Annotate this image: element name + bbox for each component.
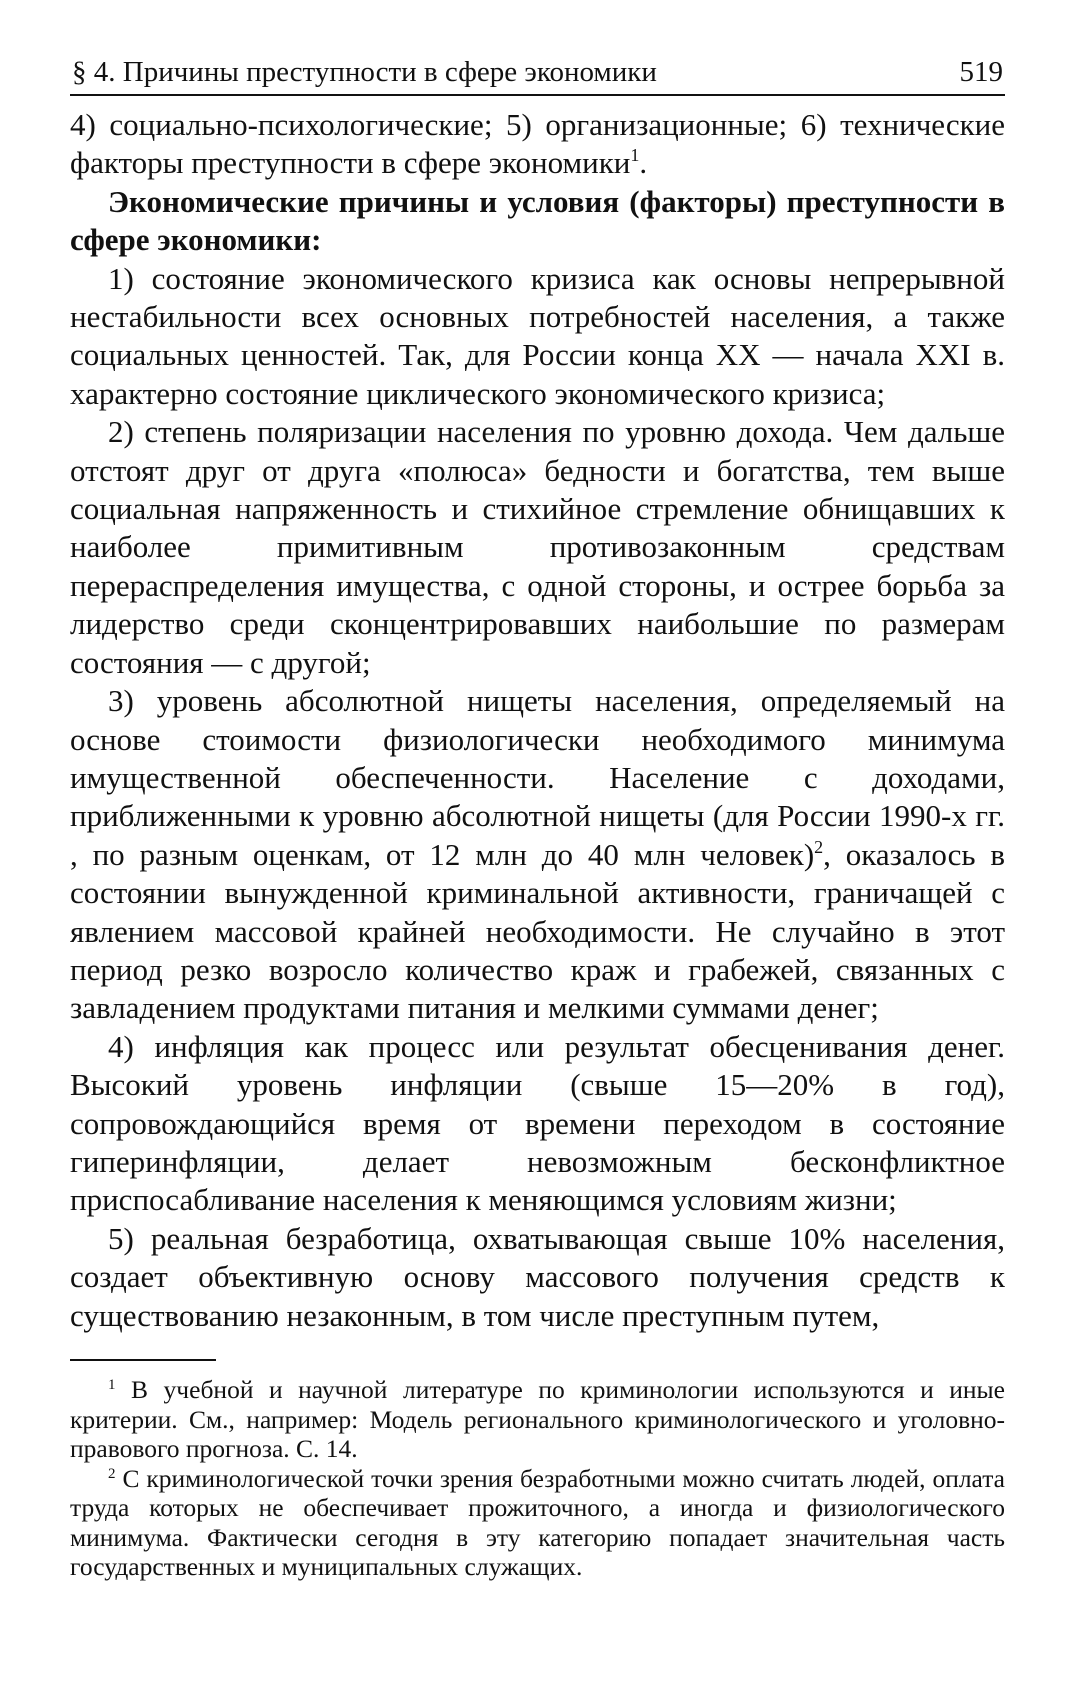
intro-paragraph (70, 106, 1005, 183)
list-item-2: 2) степень поляризации населения по уровню дохода. Чем дальше отстоят друг от друга «полюса» бедности и богатства, тем выше социальная напряженность и стихийное стремление обнищавших к наиболее примитивным противозаконным средствам перераспределения имущества, с одной стороны, и острее борьба за лидерство среди сконцентрировавших наибольшие по размерам состояния — с другой; (70, 414, 1005, 680)
footnote-divider (70, 1359, 216, 1361)
section-title: § 4. Причины преступности в сфере экономики (72, 56, 657, 88)
footnote-text-1: В учебной и научной литературе по криминологии используются и иные критерии. См., например: Модель регионального криминологического и уголовно-правового прогноза. С. 14. (70, 1375, 1005, 1463)
list-item-1: 1) состояние экономического кризиса как основы непрерывной нестабильности всех основных потребностей населения, а также социальных ценностей. Так, для России конца XX — начала XXI в. характерно состояние циклического экономического кризиса; (70, 260, 1005, 411)
footnote-2 (70, 1464, 1005, 1582)
list-item-3-text: 3) уровень абсолютной нищеты населения, определяемый на основе стоимости физиологически необходимого минимума имущественной обеспеченности. Население с доходами, приближенными к уровню абсолютной нищеты (для России 1990-х гг. , по разным оценкам, от 12 млн до 40 млн человек) (70, 683, 1005, 872)
footnote-mark-1: 1 (108, 1377, 116, 1393)
footnote-ref-2: 2 (814, 836, 824, 857)
footnote-text-2: С криминологической точки зрения безработными можно считать людей, оплата труда которых не обеспечивает прожиточного, а иногда и физиологического минимума. Фактически сегодня в эту категорию попадает значительная часть государственных и муниципальных служащих. (70, 1463, 1005, 1581)
list-item-5: 5) реальная безработица, охватывающая свыше 10% населения, создает объективную основу массового получения средств к существованию незаконным, в том числе преступным путем, (70, 1220, 1005, 1333)
section-heading: Экономические причины и условия (факторы) преступности в сфере экономики: (70, 183, 1005, 258)
footnotes (70, 1375, 1005, 1582)
footnote-mark-2: 2 (108, 1465, 116, 1482)
intro-end: . (639, 145, 648, 181)
footnote-1 (70, 1375, 1005, 1464)
main-text (70, 106, 1005, 1335)
page-number: 519 (959, 56, 1003, 88)
list-item-3-continuation: , оказалось в состоянии вынужденной криминальной активности, граничащей с явлением массовой крайней необходимости. Не случайно в этот период резко возросло количество краж и грабежей, связанных с завладением продуктами питания и мелкими суммами денег; (70, 836, 1005, 1026)
intro-text: 4) социально-психологические; 5) организационные; 6) технические факторы преступности в сфере экономики (70, 107, 1005, 181)
running-header (70, 52, 1005, 96)
book-page (70, 52, 1005, 1582)
list-item-4: 4) инфляция как процесс или результат обесценивания денег. Высокий уровень инфляции (свыше 15—20% в год), сопровождающийся время от времени переходом в состояние гиперинфляции, делает невозможным бесконфликтное приспосабливание населения к меняющимся условиям жизни; (70, 1028, 1005, 1218)
footnote-ref-1: 1 (630, 145, 640, 166)
list-item-3 (70, 682, 1005, 1028)
